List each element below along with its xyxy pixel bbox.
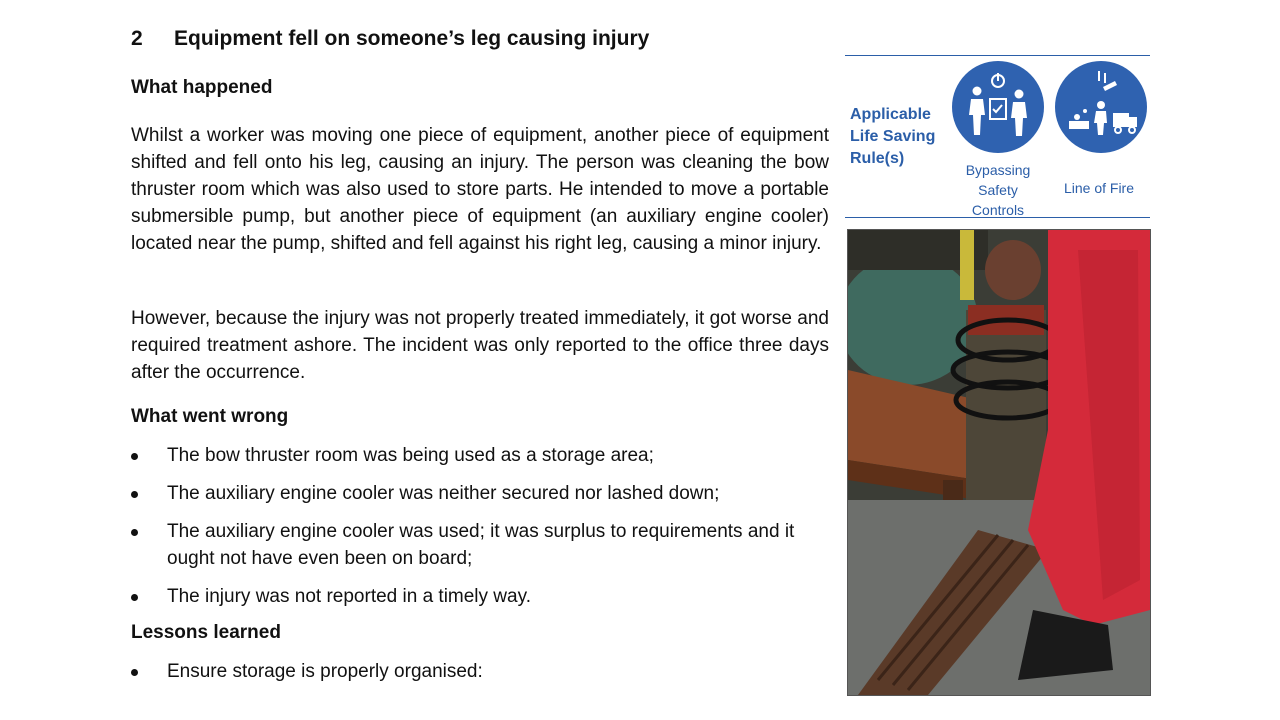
bullet-icon: [131, 529, 138, 536]
bypassing-safety-controls-icon: [952, 61, 1044, 153]
rules-bottom-divider: [845, 217, 1150, 218]
bullet-icon: [131, 669, 138, 676]
incident-photo: [847, 229, 1151, 696]
what-happened-paragraph-2: However, because the injury was not properly treated immediately, it got worse and required treatment ashore. The incident was only reported to the office three days after the occurrence.: [131, 308, 829, 383]
lessons-learned-list: [131, 658, 831, 696]
list-item: The auxiliary engine cooler was used; it was surplus to requirements and it ought not have even been on board;: [131, 518, 831, 572]
list-item: The bow thruster room was being used as a storage area;: [131, 442, 831, 469]
what-happened-paragraph-1: Whilst a worker was moving one piece of equipment, another piece of equipment shifted and fell onto his leg, causing an injury. The person was cleaning the bow thruster room which was also used to store parts. He intended to move a portable submersible pump, but another piece of equipment (an auxiliary engine cooler) located near the pump, shifted and fell against his right leg, causing a minor injury.: [131, 125, 829, 254]
line-of-fire-caption: Line of Fire: [1063, 180, 1135, 196]
section-heading: [131, 27, 649, 51]
what-went-wrong-heading: What went wrong: [131, 406, 289, 427]
bullet-icon: [131, 594, 138, 601]
what-happened-heading: What happened: [131, 77, 273, 98]
rules-label: Applicable Life Saving Rule(s): [850, 106, 936, 167]
list-item: The injury was not reported in a timely way.: [131, 583, 831, 610]
list-item: The auxiliary engine cooler was neither secured nor lashed down;: [131, 480, 831, 507]
bullet-icon: [131, 453, 138, 460]
bypassing-safety-controls-caption: Bypassing Safety Controls: [965, 162, 1031, 218]
rules-top-divider: [845, 55, 1150, 56]
list-item: Ensure storage is properly organised:: [131, 658, 831, 685]
line-of-fire-icon: [1055, 61, 1147, 153]
what-went-wrong-list: [131, 442, 831, 621]
bullet-icon: [131, 491, 138, 498]
lessons-learned-heading: Lessons learned: [131, 622, 281, 643]
section-title: Equipment fell on someone’s leg causing injury: [174, 27, 650, 50]
section-number: 2: [131, 27, 143, 50]
